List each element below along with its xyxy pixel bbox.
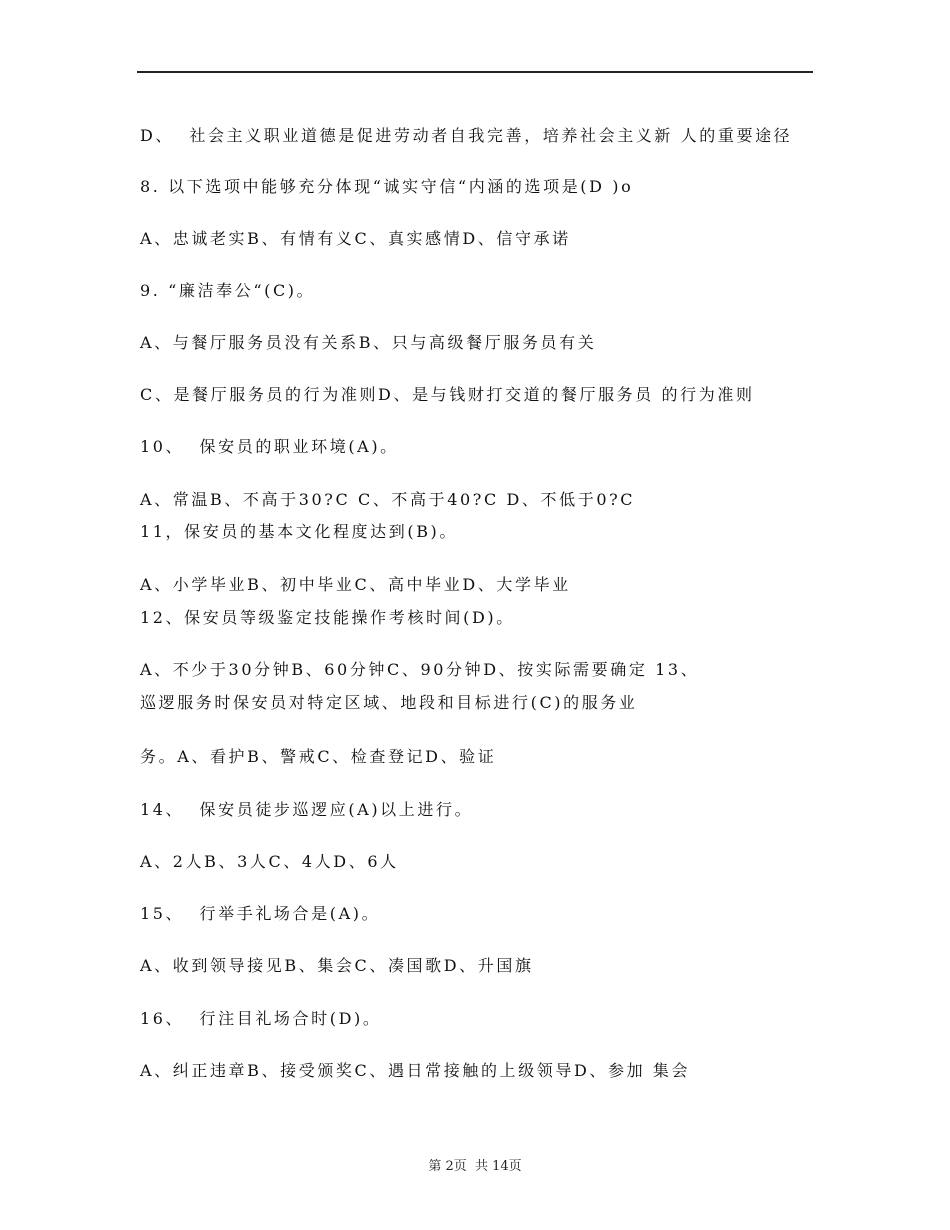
options-12: A、不少于30分钟B、60分钟C、90分钟D、按实际需要确定 13、 <box>140 660 700 679</box>
question-10: 10、 保安员的职业环境(A)。 <box>140 437 399 456</box>
question-11: 11，保安员的基本文化程度达到(B)。 <box>140 522 459 541</box>
options-8: A、忠诚老实B、有情有义C、真实感情D、信守承诺 <box>140 229 571 248</box>
options-9-ab: A、与餐厅服务员没有关系B、只与高级餐厅服务员有关 <box>140 333 597 352</box>
question-15: 15、 行举手礼场合是(A)。 <box>140 904 381 923</box>
question-9: 9. “廉洁奉公“(C)。 <box>140 281 316 300</box>
question-12: 12、保安员等级鉴定技能操作考核时间(D)。 <box>140 608 515 627</box>
page-number: 第 2页 共 14页 <box>428 1159 522 1174</box>
header-rule <box>137 71 813 73</box>
options-11: A、小学毕业B、初中毕业C、高中毕业D、大学毕业 <box>140 575 571 594</box>
question-16: 16、 行注目礼场合时(D)。 <box>140 1009 382 1028</box>
options-16: A、纠正违章B、接受颁奖C、遇日常接触的上级领导D、参加 集会 <box>140 1061 691 1080</box>
options-14: A、2人B、3人C、4人D、6人 <box>140 852 399 871</box>
question-8: 8. 以下选项中能够充分体现“诚实守信“内涵的选项是(D )o <box>140 177 634 196</box>
options-10: A、常温B、不高于30?C C、不高于40?C D、不低于0?C <box>140 490 636 509</box>
text-line: D、 社会主义职业道德是促进劳动者自我完善，培养社会主义新 人的重要途径 <box>140 126 793 145</box>
options-13: 务。A、看护B、警戒C、检查登记D、验证 <box>140 747 497 766</box>
options-15: A、收到领导接见B、集会C、凑国歌D、升国旗 <box>140 956 534 975</box>
question-13: 巡逻服务时保安员对特定区域、地段和目标进行(C)的服务业 <box>140 693 638 712</box>
options-9-cd: C、是餐厅服务员的行为准则D、是与钱财打交道的餐厅服务员 的行为准则 <box>140 385 755 404</box>
question-14: 14、 保安员徒步巡逻应(A)以上进行。 <box>140 800 474 819</box>
